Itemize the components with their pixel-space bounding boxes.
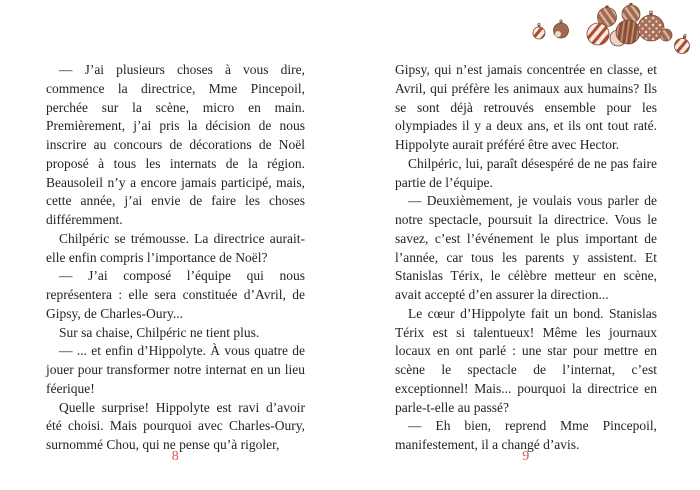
paragraph: Le cœur d’Hippolyte fait un bond. Stanislas Térix est si talentueux! Même les journaux locaux en ont parlé : une star pour mettre en scène le spectacle de l’internat, c’est exceptionnel! Mais... pourquoi la directrice en parle-t-elle au passé? [395, 305, 657, 415]
bauble-ornament [660, 29, 672, 41]
left-page-text [46, 61, 305, 455]
paragraph: Gipsy, qui n’est jamais concentrée en classe, et Avril, qui préfère les animaux aux humains? Ils se sont déjà retrouvés ensemble pour les olympiades il y a deux ans, et ils ont tout raté. Hippolyte aurait préféré être avec Hector. [395, 62, 657, 152]
paragraph: — ... et enfin d’Hippolyte. À vous quatre de jouer pour transformer notre internat en un lieu féerique! [46, 343, 305, 396]
paragraph: — J’ai composé l’équipe qui nous représentera : elle sera constituée d’Avril, de Gipsy, de Charles-Oury... [46, 268, 305, 321]
paragraph: Quelle surprise! Hippolyte est ravi d’avoir été choisi. Mais pourquoi avec Charles-Oury, surnommé Chou, qui ne pense qu’à rigoler, [46, 399, 305, 452]
paragraph: Chilpéric se trémousse. La directrice aurait-elle enfin compris l’importance de Noël? [46, 230, 305, 265]
paragraph: Chilpéric, lui, paraît désespéré de ne pas faire partie de l’équipe. [395, 155, 657, 190]
christmas-baubles-illustration [525, 2, 697, 54]
paragraph: — J’ai plusieurs choses à vous dire, commence la directrice, Mme Pincepoil, perchée sur la scène, micro en main. Premièrement, j’ai pris la décision de nous inscrire au concours de décorations de Noël proposé à tous les internats de la région. Beausoleil n’y a encore jamais participé, mais, cette année, j’ai envie de faire les choses différemment. [46, 62, 305, 227]
bauble-ornament [533, 23, 545, 39]
paragraph: — Eh bien, reprend Mme Pincepoil, manifestement, il a changé d’avis. [395, 418, 657, 452]
paragraph: — Deuxièmement, je voulais vous parler de notre spectacle, poursuit la directrice. Vous le savez, c’est l’événement le plus important de l’année, car tous les parents y assistent. Et Stanislas Térix, le célèbre metteur en scène, avait accepté d’en assurer la direction... [395, 193, 657, 302]
right-page-number: 9 [522, 449, 530, 464]
bauble-ornament [675, 34, 690, 53]
bauble-ornament [616, 20, 640, 44]
left-page-number: 8 [171, 449, 180, 464]
paragraph: Sur sa chaise, Chilpéric ne tient plus. [59, 324, 260, 340]
right-page-text [395, 61, 657, 455]
bauble-ornament [587, 23, 609, 45]
bauble-ornament [554, 20, 569, 38]
